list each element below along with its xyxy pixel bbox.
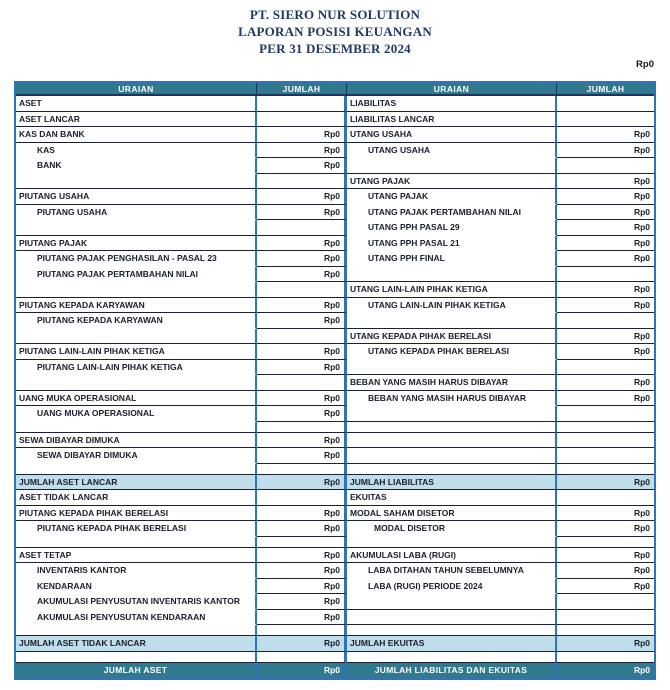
table-row	[16, 594, 654, 610]
amount-cell-right	[557, 433, 654, 449]
uraian-cell-left: SEWA DIBAYAR DIMUKA	[16, 433, 257, 449]
table-row	[16, 251, 654, 267]
uraian-cell-left	[16, 537, 257, 548]
amount-cell-left: Rp0	[257, 143, 347, 159]
amount-cell-left: Rp0	[257, 475, 347, 491]
uraian-cell-left: KAS	[16, 143, 257, 159]
amount-cell-right: Rp0	[557, 548, 654, 564]
amount-cell-right: Rp0	[557, 506, 654, 522]
uraian-cell-right: UTANG LAIN-LAIN PIHAK KETIGA	[347, 282, 557, 298]
amount-cell-right: Rp0	[557, 174, 654, 190]
table-row	[16, 127, 654, 143]
uraian-cell-right: JUMLAH EKUITAS	[347, 636, 557, 652]
table-row	[16, 391, 654, 407]
uraian-cell-left: ASET LANCAR	[16, 112, 257, 128]
uraian-cell-left	[16, 282, 257, 298]
uraian-cell-left: ASET TIDAK LANCAR	[16, 490, 257, 506]
table-row	[16, 521, 654, 537]
uraian-cell-right: UTANG PAJAK PERTAMBAHAN NILAI	[347, 205, 557, 221]
table-row	[16, 313, 654, 329]
uraian-cell-right: UTANG KEPADA PIHAK BERELASI	[347, 344, 557, 360]
table-row	[16, 636, 654, 652]
uraian-cell-left: JUMLAH ASET	[16, 663, 257, 679]
uraian-cell-right	[347, 422, 557, 433]
uraian-cell-right: UTANG PPH PASAL 29	[347, 220, 557, 236]
amount-cell-right	[557, 594, 654, 610]
uraian-cell-left	[16, 174, 257, 190]
uraian-cell-right: UTANG USAHA	[347, 143, 557, 159]
amount-cell-right: Rp0	[557, 563, 654, 579]
uraian-cell-left: KAS DAN BANK	[16, 127, 257, 143]
table-row	[16, 344, 654, 360]
table-row	[16, 506, 654, 522]
uraian-cell-left: PIUTANG PAJAK	[16, 236, 257, 252]
table-row	[16, 96, 654, 112]
amount-cell-left	[257, 625, 347, 636]
amount-cell-right: Rp0	[557, 189, 654, 205]
uraian-cell-right	[347, 625, 557, 636]
amount-cell-left	[257, 220, 347, 236]
amount-cell-right	[557, 112, 654, 128]
amount-cell-right: Rp0	[557, 205, 654, 221]
amount-cell-right: Rp0	[557, 375, 654, 391]
amount-cell-left	[257, 112, 347, 128]
amount-cell-right	[557, 406, 654, 422]
uraian-cell-left: PIUTANG USAHA	[16, 205, 257, 221]
amount-cell-right: Rp0	[557, 579, 654, 595]
amount-cell-right: Rp0	[557, 663, 654, 679]
amount-cell-left	[257, 490, 347, 506]
amount-cell-right: Rp0	[557, 251, 654, 267]
uraian-cell-right: BEBAN YANG MASIH HARUS DIBAYAR	[347, 375, 557, 391]
amount-cell-left: Rp0	[257, 360, 347, 376]
amount-cell-right	[557, 313, 654, 329]
header-uraian-left: URAIAN	[16, 83, 257, 96]
uraian-cell-right	[347, 158, 557, 174]
amount-cell-left	[257, 282, 347, 298]
amount-cell-right: Rp0	[557, 236, 654, 252]
amount-cell-left: Rp0	[257, 236, 347, 252]
amount-cell-right	[557, 464, 654, 475]
table-row	[16, 422, 654, 433]
table-row	[16, 406, 654, 422]
top-right-amount: Rp0	[636, 59, 654, 70]
uraian-cell-right: UTANG KEPADA PIHAK BERELASI	[347, 329, 557, 345]
amount-cell-right	[557, 422, 654, 433]
uraian-cell-right: MODAL DISETOR	[347, 521, 557, 537]
amount-cell-left	[257, 375, 347, 391]
uraian-cell-right: AKUMULASI LABA (RUGI)	[347, 548, 557, 564]
uraian-cell-left: AKUMULASI PENYUSUTAN KENDARAAN	[16, 610, 257, 626]
table-row	[16, 220, 654, 236]
uraian-cell-right: JUMLAH LIABILITAS DAN EKUITAS	[347, 663, 557, 679]
amount-cell-left: Rp0	[257, 663, 347, 679]
amount-cell-left	[257, 652, 347, 663]
uraian-cell-right: MODAL SAHAM DISETOR	[347, 506, 557, 522]
amount-cell-left	[257, 422, 347, 433]
amount-cell-left: Rp0	[257, 610, 347, 626]
balance-sheet-table	[14, 81, 656, 680]
uraian-cell-right	[347, 406, 557, 422]
table-body	[16, 96, 654, 678]
uraian-cell-right: UTANG PAJAK	[347, 174, 557, 190]
uraian-cell-left: PIUTANG LAIN-LAIN PIHAK KETIGA	[16, 344, 257, 360]
table-row	[16, 663, 654, 679]
uraian-cell-right: LABA DITAHAN TAHUN SEBELUMNYA	[347, 563, 557, 579]
uraian-cell-right	[347, 267, 557, 283]
uraian-cell-right: LIABILITAS	[347, 96, 557, 112]
amount-cell-left	[257, 174, 347, 190]
uraian-cell-right: JUMLAH LIABILITAS	[347, 475, 557, 491]
report-header	[0, 0, 670, 57]
uraian-cell-right: BEBAN YANG MASIH HARUS DIBAYAR	[347, 391, 557, 407]
report-title: LAPORAN POSISI KEUANGAN	[238, 24, 432, 39]
amount-cell-left: Rp0	[257, 406, 347, 422]
table-row	[16, 143, 654, 159]
uraian-cell-right: EKUITAS	[347, 490, 557, 506]
amount-cell-right	[557, 537, 654, 548]
amount-cell-left: Rp0	[257, 433, 347, 449]
uraian-cell-left: PIUTANG USAHA	[16, 189, 257, 205]
header-jumlah-right: JUMLAH	[557, 83, 654, 96]
amount-cell-left: Rp0	[257, 448, 347, 464]
uraian-cell-left: UANG MUKA OPERASIONAL	[16, 391, 257, 407]
uraian-cell-right	[347, 652, 557, 663]
amount-cell-left	[257, 329, 347, 345]
uraian-cell-right	[347, 313, 557, 329]
amount-cell-left: Rp0	[257, 594, 347, 610]
amount-cell-right: Rp0	[557, 521, 654, 537]
uraian-cell-left: BANK	[16, 158, 257, 174]
uraian-cell-left: PIUTANG PAJAK PENGHASILAN - PASAL 23	[16, 251, 257, 267]
uraian-cell-left: UANG MUKA OPERASIONAL	[16, 406, 257, 422]
amount-cell-right: Rp0	[557, 298, 654, 314]
amount-cell-right	[557, 360, 654, 376]
uraian-cell-left: ASET TETAP	[16, 548, 257, 564]
uraian-cell-right	[347, 594, 557, 610]
amount-cell-left: Rp0	[257, 563, 347, 579]
amount-cell-right: Rp0	[557, 127, 654, 143]
table-row	[16, 158, 654, 174]
amount-cell-right	[557, 267, 654, 283]
uraian-cell-right	[347, 537, 557, 548]
uraian-cell-left	[16, 464, 257, 475]
table-header-row	[16, 83, 654, 96]
amount-cell-left: Rp0	[257, 127, 347, 143]
uraian-cell-right	[347, 433, 557, 449]
amount-cell-left: Rp0	[257, 521, 347, 537]
table-row	[16, 267, 654, 283]
amount-cell-right: Rp0	[557, 282, 654, 298]
amount-cell-right	[557, 448, 654, 464]
amount-cell-right: Rp0	[557, 391, 654, 407]
table-row	[16, 475, 654, 491]
table-row	[16, 610, 654, 626]
header-uraian-right: URAIAN	[347, 83, 557, 96]
amount-cell-left: Rp0	[257, 344, 347, 360]
table-row	[16, 329, 654, 345]
amount-cell-left	[257, 537, 347, 548]
amount-cell-right	[557, 625, 654, 636]
uraian-cell-left: PIUTANG LAIN-LAIN PIHAK KETIGA	[16, 360, 257, 376]
table-row	[16, 448, 654, 464]
report-period: PER 31 DESEMBER 2024	[259, 41, 411, 56]
uraian-cell-right: LIABILITAS LANCAR	[347, 112, 557, 128]
uraian-cell-left: PIUTANG KEPADA KARYAWAN	[16, 298, 257, 314]
table-row	[16, 548, 654, 564]
uraian-cell-left: JUMLAH ASET TIDAK LANCAR	[16, 636, 257, 652]
table-row	[16, 490, 654, 506]
uraian-cell-left	[16, 220, 257, 236]
amount-cell-right	[557, 158, 654, 174]
amount-cell-right	[557, 652, 654, 663]
uraian-cell-left	[16, 625, 257, 636]
amount-cell-left: Rp0	[257, 158, 347, 174]
table-row	[16, 652, 654, 663]
amount-cell-right: Rp0	[557, 329, 654, 345]
amount-cell-left: Rp0	[257, 506, 347, 522]
amount-cell-left: Rp0	[257, 579, 347, 595]
table-row	[16, 433, 654, 449]
amount-cell-left	[257, 96, 347, 112]
amount-cell-left	[257, 464, 347, 475]
company-name: PT. SIERO NUR SOLUTION	[249, 7, 421, 22]
uraian-cell-right	[347, 360, 557, 376]
header-jumlah-left: JUMLAH	[257, 83, 347, 96]
uraian-cell-left	[16, 652, 257, 663]
table-row	[16, 375, 654, 391]
amount-cell-right: Rp0	[557, 475, 654, 491]
uraian-cell-left: JUMLAH ASET LANCAR	[16, 475, 257, 491]
amount-cell-left: Rp0	[257, 189, 347, 205]
amount-cell-right: Rp0	[557, 143, 654, 159]
amount-cell-left: Rp0	[257, 205, 347, 221]
uraian-cell-right: UTANG PPH PASAL 21	[347, 236, 557, 252]
amount-cell-right	[557, 490, 654, 506]
uraian-cell-left	[16, 375, 257, 391]
amount-cell-left: Rp0	[257, 548, 347, 564]
amount-cell-left: Rp0	[257, 391, 347, 407]
amount-cell-right	[557, 610, 654, 626]
table-row	[16, 563, 654, 579]
amount-cell-right: Rp0	[557, 636, 654, 652]
uraian-cell-left	[16, 329, 257, 345]
amount-cell-right	[557, 96, 654, 112]
amount-cell-left: Rp0	[257, 267, 347, 283]
uraian-cell-right	[347, 464, 557, 475]
uraian-cell-left: KENDARAAN	[16, 579, 257, 595]
uraian-cell-right: LABA (RUGI) PERIODE 2024	[347, 579, 557, 595]
amount-cell-right: Rp0	[557, 344, 654, 360]
uraian-cell-left: PIUTANG PAJAK PERTAMBAHAN NILAI	[16, 267, 257, 283]
uraian-cell-right	[347, 610, 557, 626]
uraian-cell-left: SEWA DIBAYAR DIMUKA	[16, 448, 257, 464]
amount-cell-left: Rp0	[257, 636, 347, 652]
uraian-cell-left	[16, 422, 257, 433]
uraian-cell-left: PIUTANG KEPADA PIHAK BERELASI	[16, 506, 257, 522]
uraian-cell-left: AKUMULASI PENYUSUTAN INVENTARIS KANTOR	[16, 594, 257, 610]
table-row	[16, 205, 654, 221]
table-row	[16, 579, 654, 595]
table-row	[16, 360, 654, 376]
table-row	[16, 174, 654, 190]
table-row	[16, 537, 654, 548]
uraian-cell-right: UTANG USAHA	[347, 127, 557, 143]
table-row	[16, 236, 654, 252]
uraian-cell-left: PIUTANG KEPADA KARYAWAN	[16, 313, 257, 329]
table-row	[16, 282, 654, 298]
table-row	[16, 464, 654, 475]
uraian-cell-left: PIUTANG KEPADA PIHAK BERELASI	[16, 521, 257, 537]
amount-cell-right: Rp0	[557, 220, 654, 236]
amount-cell-left: Rp0	[257, 251, 347, 267]
amount-cell-left: Rp0	[257, 313, 347, 329]
uraian-cell-right: UTANG LAIN-LAIN PIHAK KETIGA	[347, 298, 557, 314]
uraian-cell-left: ASET	[16, 96, 257, 112]
table-row	[16, 625, 654, 636]
uraian-cell-right: UTANG PAJAK	[347, 189, 557, 205]
amount-cell-left: Rp0	[257, 298, 347, 314]
table-row	[16, 112, 654, 128]
table-row	[16, 298, 654, 314]
uraian-cell-right: UTANG PPH FINAL	[347, 251, 557, 267]
table-row	[16, 189, 654, 205]
uraian-cell-left: INVENTARIS KANTOR	[16, 563, 257, 579]
uraian-cell-right	[347, 448, 557, 464]
